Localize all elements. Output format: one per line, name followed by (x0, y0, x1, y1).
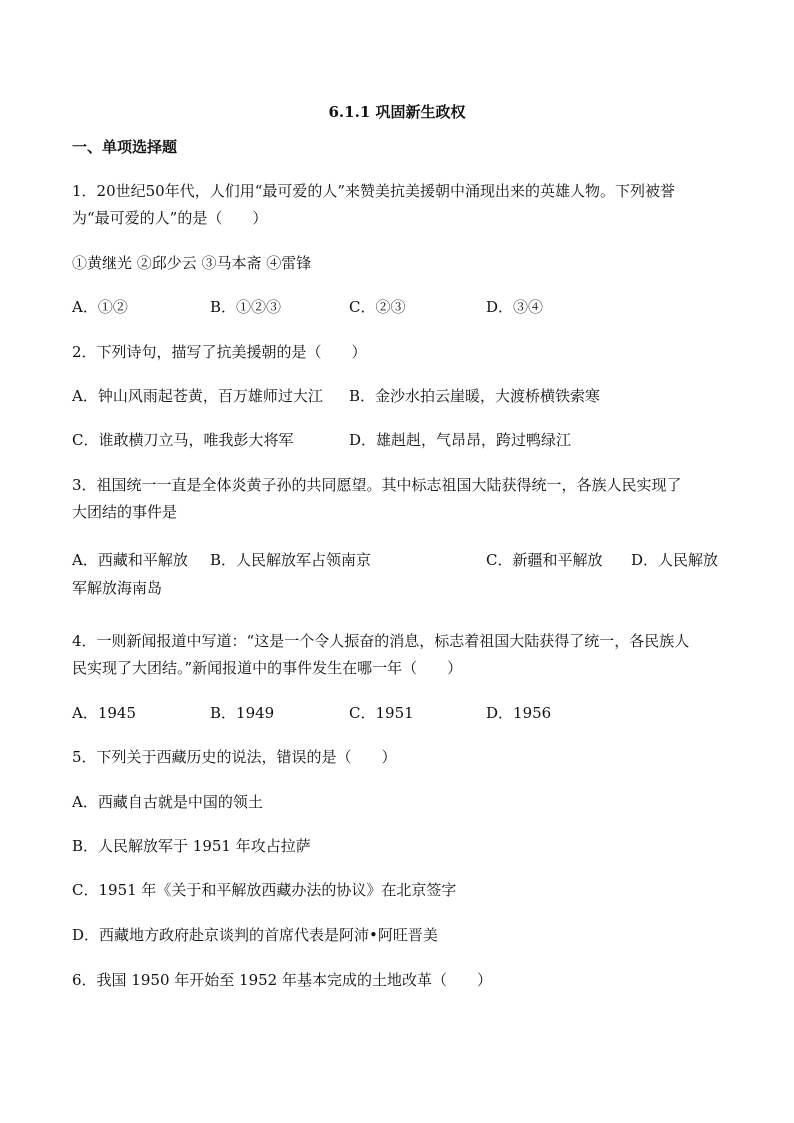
q5-option-b: B．人民解放军于 1951 年攻占拉萨 (72, 837, 311, 855)
q5-option-d: D．西藏地方政府赴京谈判的首席代表是阿沛•阿旺晋美 (72, 926, 438, 944)
q1-option-a: A．①② (72, 298, 128, 316)
q2-option-d: D．雄赳赳，气昂昂，跨过鸭绿江 (349, 431, 572, 449)
q5-option-a: A．西藏自古就是中国的领土 (72, 793, 263, 811)
q1-items: ①黄继光 ②邱少云 ③马本斋 ④雷锋 (72, 254, 312, 272)
q2-stem: 2．下列诗句，描写了抗美援朝的是（ ） (72, 343, 367, 361)
q3-option-c: C．新疆和平解放 (486, 551, 603, 569)
q3-option-d-line2: 军解放海南岛 (72, 579, 163, 597)
q3-option-b: B．人民解放军占领南京 (210, 551, 372, 569)
q4-option-c: C．1951 (349, 704, 414, 722)
q2-option-b: B．金沙水拍云崖暖，大渡桥横铁索寒 (349, 387, 601, 405)
section-heading: 一、单项选择题 (72, 138, 178, 156)
q4-stem-line1: 4．一则新闻报道中写道：“这是一个令人振奋的消息，标志着祖国大陆获得了统一，各民族人 (72, 632, 690, 650)
q2-option-c: C．谁敢横刀立马，唯我彭大将军 (72, 431, 294, 449)
q3-option-d-line1: D．人民解放 (631, 551, 719, 569)
q4-option-d: D．1956 (486, 704, 552, 722)
q4-stem-line2: 民实现了大团结。”新闻报道中的事件发生在哪一年（ ） (72, 659, 463, 677)
q3-option-a: A．西藏和平解放 (72, 551, 188, 569)
q4-option-b: B．1949 (210, 704, 275, 722)
q6-stem: 6．我国 1950 年开始至 1952 年基本完成的土地改革（ ） (72, 971, 492, 989)
q1-option-c: C．②③ (349, 298, 406, 316)
q5-option-c: C．1951 年《关于和平解放西藏办法的协议》在北京签字 (72, 881, 457, 899)
q3-stem-line1: 3．祖国统一一直是全体炎黄子孙的共同愿望。其中标志祖国大陆获得统一，各族人民实现了 (72, 476, 682, 494)
q1-option-d: D．③④ (486, 298, 544, 316)
q2-option-a: A．钟山风雨起苍黄，百万雄师过大江 (72, 387, 323, 405)
q1-stem-line1: 1．20世纪50年代，人们用“最可爱的人”来赞美抗美援朝中涌现出来的英雄人物。下列被誉 (72, 182, 676, 200)
q1-stem-line2: 为“最可爱的人”的是（ ） (72, 209, 268, 227)
page-title: 6.1.1 巩固新生政权 (328, 103, 466, 121)
q3-stem-line2: 大团结的事件是 (72, 503, 178, 521)
q5-stem: 5．下列关于西藏历史的说法，错误的是（ ） (72, 748, 397, 766)
q1-option-b: B．①②③ (210, 298, 282, 316)
q4-option-a: A．1945 (72, 704, 137, 722)
